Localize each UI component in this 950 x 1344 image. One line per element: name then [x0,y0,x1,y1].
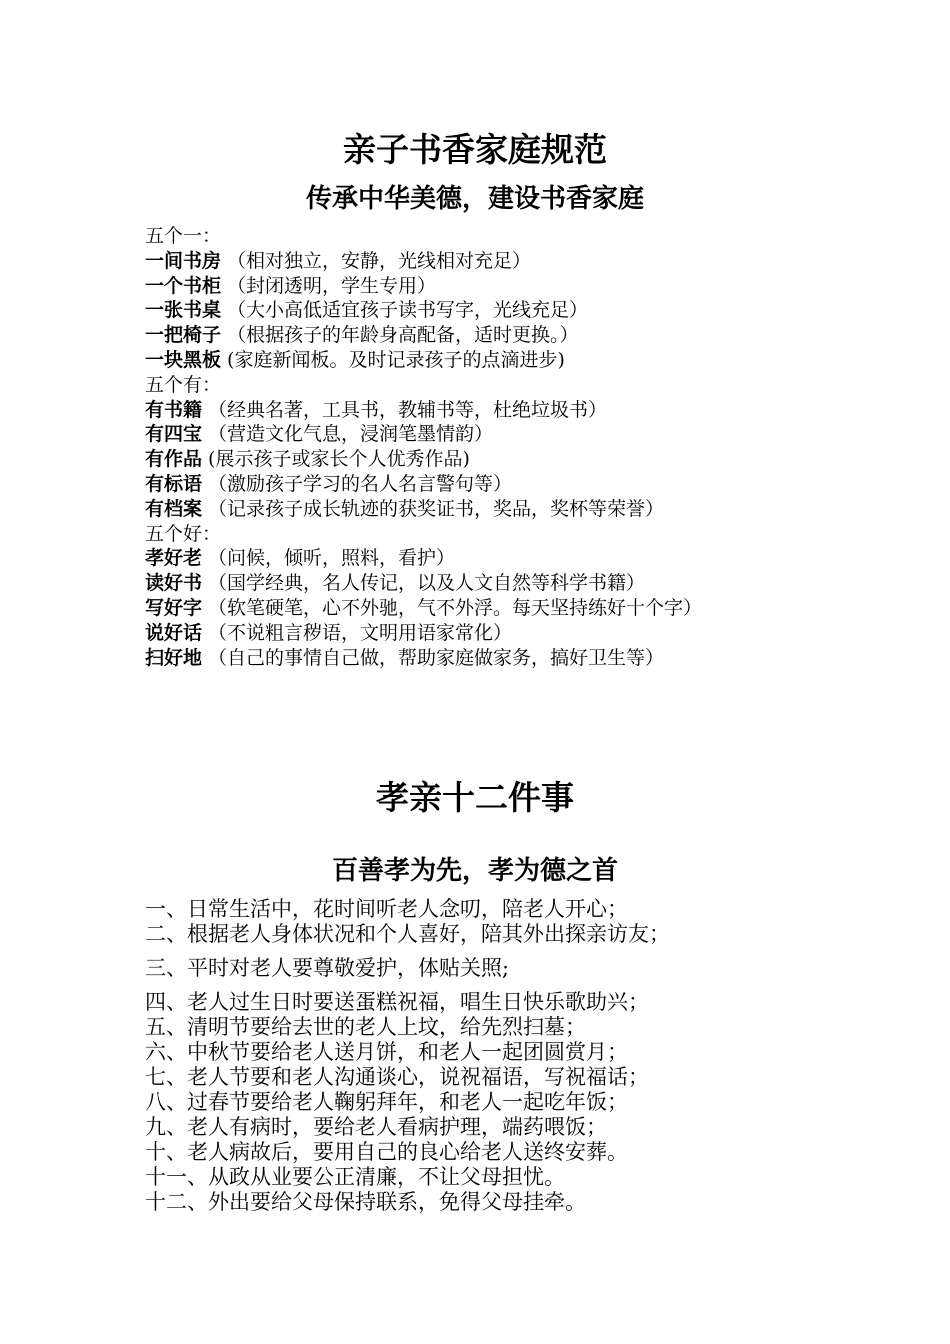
section2-title: 孝亲十二件事 [376,778,574,817]
item-desc: （根据孩子的年龄身高配备，适时更换。） [221,324,579,347]
list-item [145,621,935,646]
list-item [145,447,935,472]
item-key: 有四宝 [145,423,203,446]
section1-subtitle: 传承中华美德，建设书香家庭 [305,184,644,214]
item-desc: （软笔硬笔，心不外驰，气不外浮。每天坚持练好十个字） [202,596,703,619]
list-item [145,298,935,323]
item-desc: （激励孩子学习的名人名言警句等） [202,472,513,495]
item-desc: （相对独立，安静，光线相对充足） [221,249,532,272]
item-key: 有档案 [145,497,203,520]
item-key: 一个书柜 [145,274,222,297]
list-item [145,398,935,423]
list-item: 七、老人节要和老人沟通谈心，说祝福语，写祝福话； [145,1065,649,1089]
group-heading: 五个一： [145,225,222,247]
list-item [145,472,935,497]
list-item: 三、平时对老人要尊敬爱护，体贴关照; [145,956,510,980]
list-item [145,422,935,447]
group-heading: 五个好： [145,522,222,545]
item-key: 有标语 [145,472,203,495]
item-desc: （自己的事情自己做，帮助家庭做家务，搞好卫生等） [202,646,665,669]
list-item [145,546,935,571]
section2-subtitle: 百善孝为先，孝为德之首 [331,856,618,886]
list-item: 一、日常生活中，花时间听老人念叨，陪老人开心； [145,897,628,921]
list-item [145,497,935,522]
item-key: 扫好地 [145,646,203,669]
list-item: 八、过春节要给老人鞠躬拜年，和老人一起吃年饭； [145,1090,628,1114]
list-item: 十一、从政从业要公正清廉，不让父母担忧。 [145,1165,565,1189]
item-desc: （营造文化气息，浸润笔墨情韵） [202,423,494,446]
section2-body [145,897,935,1215]
item-key: 一张书桌 [145,299,222,322]
list-item [145,646,935,671]
item-desc: （封闭透明，学生专用） [221,274,437,297]
item-desc: (展示孩子或家长个人优秀作品) [202,448,470,471]
item-key: 有书籍 [145,398,203,421]
list-item: 十二、外出要给父母保持联系，免得父母挂牵。 [145,1190,586,1214]
item-key: 写好字 [145,596,203,619]
item-desc: （记录孩子成长轨迹的获奖证书，奖品，奖杯等荣誉） [202,497,665,520]
item-desc: （国学经典，名人传记，以及人文自然等科学书籍） [202,572,646,595]
section1-title: 亲子书香家庭规范 [343,130,607,169]
item-desc: (家庭新闻板。及时记录孩子的点滴进步) [221,348,565,371]
section1-body [145,224,935,670]
item-desc: （大小高低适宜孩子读书写字，光线充足） [221,299,589,322]
item-key: 一把椅子 [145,324,222,347]
list-item: 六、中秋节要给老人送月饼，和老人一起团圆赏月； [145,1040,628,1064]
item-key: 有作品 [145,448,203,471]
group-heading: 五个有： [145,373,222,396]
item-key: 读好书 [145,572,203,595]
item-key: 一块黑板 [145,348,222,371]
list-item: 十、老人病故后，要用自己的良心给老人送终安葬。 [145,1140,628,1164]
list-item: 四、老人过生日时要送蛋糕祝福，唱生日快乐歌助兴； [145,990,649,1014]
list-item [145,274,935,299]
list-item: 二、根据老人身体状况和个人喜好，陪其外出探亲访友； [145,922,670,946]
item-key: 说好话 [145,621,203,644]
list-item [145,323,935,348]
list-item [145,348,935,373]
item-desc: （经典名著，工具书，教辅书等，杜绝垃圾书） [202,398,608,421]
list-item: 九、老人有病时，要给老人看病护理，端药喂饭； [145,1115,607,1139]
list-item [145,571,935,596]
item-desc: （不说粗言秽语，文明用语家常化） [202,621,513,644]
item-key: 一间书房 [145,249,222,272]
list-item [145,249,935,274]
item-desc: （问候，倾听，照料，看护） [202,547,456,570]
item-key: 孝好老 [145,547,203,570]
list-item: 五、清明节要给去世的老人上坟，给先烈扫墓； [145,1015,586,1039]
list-item [145,596,935,621]
